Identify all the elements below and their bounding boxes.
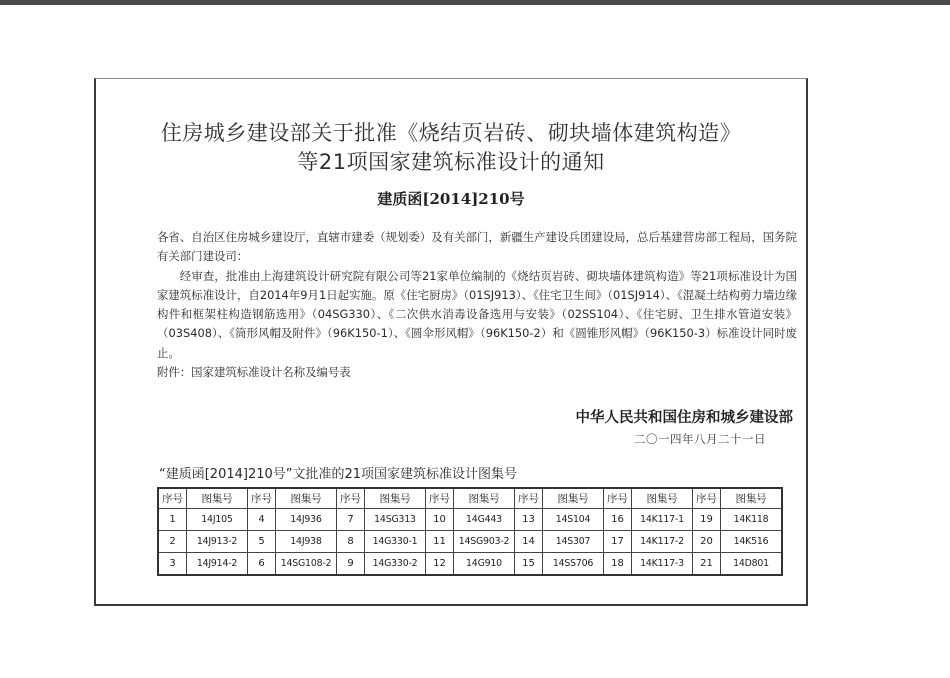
top-border <box>0 0 950 5</box>
cell-no: 10 <box>426 509 454 531</box>
table-header-row <box>158 488 782 509</box>
document-number: 建质函[2014]210号 <box>377 190 525 208</box>
cell-no: 14 <box>515 531 543 553</box>
cell-no: 3 <box>158 553 187 576</box>
cell-code: 14G910 <box>454 553 515 576</box>
cell-code: 14D801 <box>721 553 783 576</box>
cell-code: 14S104 <box>543 509 604 531</box>
header-no: 序号 <box>158 488 187 509</box>
cell-no: 9 <box>337 553 365 576</box>
cell-no: 16 <box>604 509 632 531</box>
cell-no: 4 <box>248 509 276 531</box>
cell-code: 14J105 <box>187 509 248 531</box>
cell-no: 8 <box>337 531 365 553</box>
cell-code: 14G330-1 <box>365 531 426 553</box>
cell-no: 13 <box>515 509 543 531</box>
cell-no: 1 <box>158 509 187 531</box>
notice-title-line2: 等21项国家建筑标准设计的通知 <box>297 150 605 174</box>
cell-no: 20 <box>693 531 721 553</box>
notice-body <box>157 228 797 382</box>
issuing-authority: 中华人民共和国住房和城乡建设部 <box>575 410 793 426</box>
standards-table <box>157 487 783 576</box>
attachment-line: 附件：国家建筑标准设计名称及编号表 <box>157 365 351 380</box>
header-code: 图集号 <box>365 488 426 509</box>
cell-code: 14SG313 <box>365 509 426 531</box>
header-code: 图集号 <box>187 488 248 509</box>
cell-no: 11 <box>426 531 454 553</box>
table-row <box>158 553 782 576</box>
header-no: 序号 <box>515 488 543 509</box>
cell-no: 15 <box>515 553 543 576</box>
approval-paragraph: 经审查，批准由上海建筑设计研究院有限公司等21家单位编制的《烧结页岩砖、砌块墙体建筑构造》等21项标准设计为国家建筑标准设计，自2014年9月1日起实施。原《住宅厨房》（01SJ913）、《住宅卫生间》（01SJ914）、《混凝土结构剪力墙边缘构件和框架柱构造钢筋选用》（04SG330）、《二次供水消毒设备选用与安装》（02SS104）、《住宅厨、卫生排水管道安装》（03S408）、《筒形风帽及附件》（96K150-1）、《圆伞形风帽》（96K150-2）和《圆锥形风帽》（96K150-3）标准设计同时废止。 <box>157 268 797 360</box>
header-code: 图集号 <box>543 488 604 509</box>
cell-code: 14K118 <box>721 509 783 531</box>
cell-code: 14SG108-2 <box>276 553 337 576</box>
cell-code: 14K117-1 <box>632 509 693 531</box>
addressee-paragraph: 各省、自治区住房城乡建设厅，直辖市建委（规划委）及有关部门，新疆生产建设兵团建设局，总后基建营房部工程局，国务院有关部门建设司： <box>157 230 797 264</box>
cell-no: 17 <box>604 531 632 553</box>
cell-no: 12 <box>426 553 454 576</box>
cell-no: 7 <box>337 509 365 531</box>
table-row <box>158 531 782 553</box>
cell-no: 6 <box>248 553 276 576</box>
cell-code: 14K516 <box>721 531 783 553</box>
cell-no: 5 <box>248 531 276 553</box>
header-code: 图集号 <box>454 488 515 509</box>
cell-code: 14S307 <box>543 531 604 553</box>
cell-no: 19 <box>693 509 721 531</box>
cell-code: 14J913-2 <box>187 531 248 553</box>
cell-code: 14SS706 <box>543 553 604 576</box>
cell-no: 18 <box>604 553 632 576</box>
table-row <box>158 509 782 531</box>
cell-code: 14K117-3 <box>632 553 693 576</box>
cell-code: 14SG903-2 <box>454 531 515 553</box>
cell-code: 14G443 <box>454 509 515 531</box>
header-no: 序号 <box>693 488 721 509</box>
header-no: 序号 <box>337 488 365 509</box>
issue-date: 二〇一四年八月二十一日 <box>634 432 766 446</box>
header-no: 序号 <box>426 488 454 509</box>
header-code: 图集号 <box>276 488 337 509</box>
cell-no: 2 <box>158 531 187 553</box>
header-code: 图集号 <box>721 488 783 509</box>
table-caption: “建质函[2014]210号”文批准的21项国家建筑标准设计图集号 <box>159 467 518 482</box>
header-code: 图集号 <box>632 488 693 509</box>
header-no: 序号 <box>248 488 276 509</box>
cell-code: 14K117-2 <box>632 531 693 553</box>
cell-code: 14G330-2 <box>365 553 426 576</box>
notice-title-line1: 住房城乡建设部关于批准《烧结页岩砖、砌块墙体建筑构造》 <box>160 121 742 145</box>
cell-code: 14J936 <box>276 509 337 531</box>
cell-no: 21 <box>693 553 721 576</box>
header-no: 序号 <box>604 488 632 509</box>
cell-code: 14J914-2 <box>187 553 248 576</box>
cell-code: 14J938 <box>276 531 337 553</box>
